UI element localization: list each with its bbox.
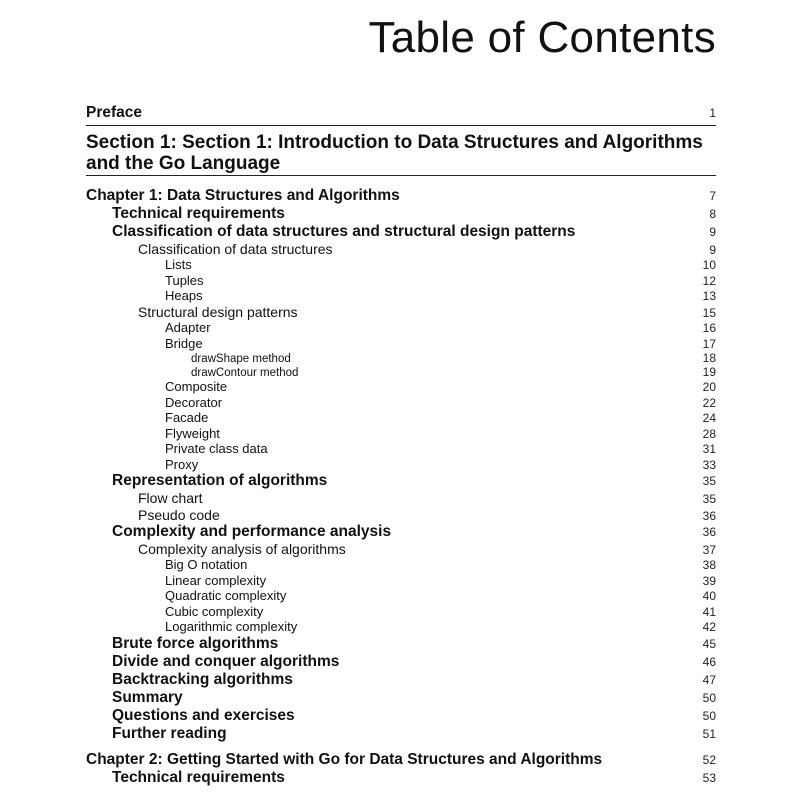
toc-entry-label: Big O notation <box>165 557 248 573</box>
toc-entry-label: Classification of data structures and structural design patterns <box>112 223 576 240</box>
toc-page-number: 22 <box>702 395 716 410</box>
toc-entry[interactable] <box>86 457 716 473</box>
toc-entry-label: Composite <box>165 379 228 395</box>
toc-page-number: 35 <box>702 492 716 507</box>
toc-entry-label: Divide and conquer algorithms <box>112 652 340 670</box>
toc-entry-label: Lists <box>165 257 192 273</box>
toc-entry[interactable] <box>86 588 716 604</box>
toc-page-number: 24 <box>702 411 716 426</box>
toc-page-number: 15 <box>702 305 716 320</box>
toc-entry-label: Chapter 2: Getting Started with Go for Data Structures and Algorithms <box>86 750 603 768</box>
toc-entry-label: Quadratic complexity <box>165 588 287 604</box>
toc-page-number: 52 <box>702 752 716 767</box>
toc-page-number: 37 <box>702 543 716 558</box>
toc-entry[interactable] <box>86 490 716 506</box>
toc-page-number: 45 <box>702 636 716 651</box>
toc-page-number: 53 <box>702 770 716 785</box>
toc-entry[interactable] <box>86 336 716 352</box>
toc-page-number: 50 <box>702 690 716 705</box>
toc-entry[interactable] <box>86 257 716 273</box>
toc-entry[interactable] <box>86 769 716 787</box>
toc-page-number: 35 <box>702 474 716 489</box>
toc-entry-label: Structural design patterns <box>138 303 298 320</box>
toc-page-number: 36 <box>702 525 716 540</box>
toc-entry-label: Brute force algorithms <box>112 634 279 652</box>
toc-entry[interactable] <box>86 395 716 411</box>
toc-page-number: 33 <box>702 457 716 472</box>
toc-entry[interactable] <box>86 507 716 523</box>
toc-page-number: 9 <box>709 225 716 239</box>
toc-entry-label: Logarithmic complexity <box>165 619 298 635</box>
toc-entry[interactable] <box>86 671 716 689</box>
toc-page-number: 42 <box>702 620 716 635</box>
toc-page-number: 38 <box>702 558 716 573</box>
toc-page-number: 31 <box>702 442 716 457</box>
toc-entry[interactable] <box>86 223 716 241</box>
toc-page-number: 12 <box>702 273 716 288</box>
toc-entry-label: Linear complexity <box>165 572 267 588</box>
toc-entry-label: Cubic complexity <box>165 603 264 619</box>
toc-entry[interactable] <box>86 241 716 257</box>
toc-entry-label: Complexity and performance analysis <box>112 523 392 541</box>
toc-page-number: 51 <box>702 726 716 741</box>
toc-entry-label: Further reading <box>112 724 227 742</box>
toc-chapter-1[interactable] <box>86 187 716 205</box>
toc-entry-label: drawContour method <box>191 367 299 380</box>
toc-page-number: 17 <box>702 336 716 351</box>
toc-page-number: 10 <box>702 258 716 273</box>
toc-entry-label: Heaps <box>165 288 203 304</box>
toc-page-number: 46 <box>702 654 716 669</box>
toc-page-number: 18 <box>702 351 716 366</box>
toc-entry[interactable] <box>86 472 716 490</box>
toc-page-number: 7 <box>709 189 716 203</box>
toc-entry[interactable] <box>86 273 716 289</box>
toc-page-number: 28 <box>702 426 716 441</box>
toc-entry-label: Classification of data structures <box>138 241 333 257</box>
toc-page-number: 36 <box>702 508 716 523</box>
toc-page-number: 41 <box>702 604 716 619</box>
toc-entry-label: Proxy <box>165 456 199 472</box>
toc-entry-label: Technical requirements <box>112 205 285 222</box>
toc-entry[interactable] <box>86 365 716 379</box>
toc-entry[interactable] <box>86 689 716 707</box>
toc-page-number: 13 <box>702 289 716 304</box>
toc-entry[interactable] <box>86 379 716 395</box>
toc-entry[interactable] <box>86 351 716 365</box>
toc-entry[interactable] <box>86 523 716 541</box>
toc-entry-label: Adapter <box>165 320 211 336</box>
toc-entry[interactable] <box>86 320 716 336</box>
table-of-contents <box>86 104 716 787</box>
toc-entry[interactable] <box>86 604 716 620</box>
toc-page-number: 20 <box>702 380 716 395</box>
toc-page-number: 39 <box>702 573 716 588</box>
toc-page-number: 50 <box>702 708 716 723</box>
toc-entry[interactable] <box>86 619 716 635</box>
toc-entry-label: Summary <box>112 688 183 706</box>
toc-page-number: 9 <box>709 243 716 257</box>
toc-entry-label: Complexity analysis of algorithms <box>138 541 346 558</box>
toc-entry-label: Bridge <box>165 335 203 351</box>
toc-entry[interactable] <box>86 288 716 304</box>
toc-page-number: 1 <box>709 106 716 120</box>
toc-entry[interactable] <box>86 707 716 725</box>
toc-page-number: 8 <box>709 207 716 221</box>
toc-entry[interactable] <box>86 441 716 457</box>
toc-entry-label: Questions and exercises <box>112 706 295 724</box>
toc-entry[interactable] <box>86 557 716 573</box>
toc-entry-label: Chapter 1: Data Structures and Algorithms <box>86 187 400 204</box>
toc-section-label: Section 1: Section 1: Introduction to Data Structures and Algorithms and the Go Language <box>86 132 703 174</box>
toc-entry-label: Tuples <box>165 272 204 288</box>
toc-entry-label: Decorator <box>165 394 223 410</box>
toc-entry-preface[interactable] <box>86 104 716 126</box>
toc-entry[interactable] <box>86 410 716 426</box>
toc-page-number: 47 <box>702 672 716 687</box>
toc-entry-label: drawShape method <box>191 353 291 366</box>
toc-entry[interactable] <box>86 573 716 589</box>
toc-entry-label: Backtracking algorithms <box>112 670 293 688</box>
toc-page-number: 16 <box>702 321 716 336</box>
toc-entry-label: Representation of algorithms <box>112 472 328 490</box>
toc-entry-label: Facade <box>165 410 209 426</box>
toc-entry-label: Pseudo code <box>138 506 220 523</box>
toc-entry[interactable] <box>86 725 716 743</box>
toc-section-heading[interactable] <box>86 132 716 176</box>
page-title: Table of Contents <box>368 13 716 62</box>
toc-entry-label: Private class data <box>165 441 268 457</box>
toc-entry[interactable] <box>86 541 716 557</box>
toc-entry[interactable] <box>86 653 716 671</box>
toc-entry-label: Flyweight <box>165 425 220 441</box>
toc-page-number: 40 <box>702 589 716 604</box>
toc-page-number: 19 <box>702 365 716 380</box>
toc-entry-label: Technical requirements <box>112 768 285 786</box>
toc-entry[interactable] <box>86 635 716 653</box>
toc-entry[interactable] <box>86 304 716 320</box>
toc-chapter-2[interactable] <box>86 751 716 769</box>
toc-entry-label: Preface <box>86 104 143 121</box>
toc-entry[interactable] <box>86 426 716 442</box>
toc-entry-label: Flow chart <box>138 490 203 507</box>
toc-entry[interactable] <box>86 205 716 223</box>
